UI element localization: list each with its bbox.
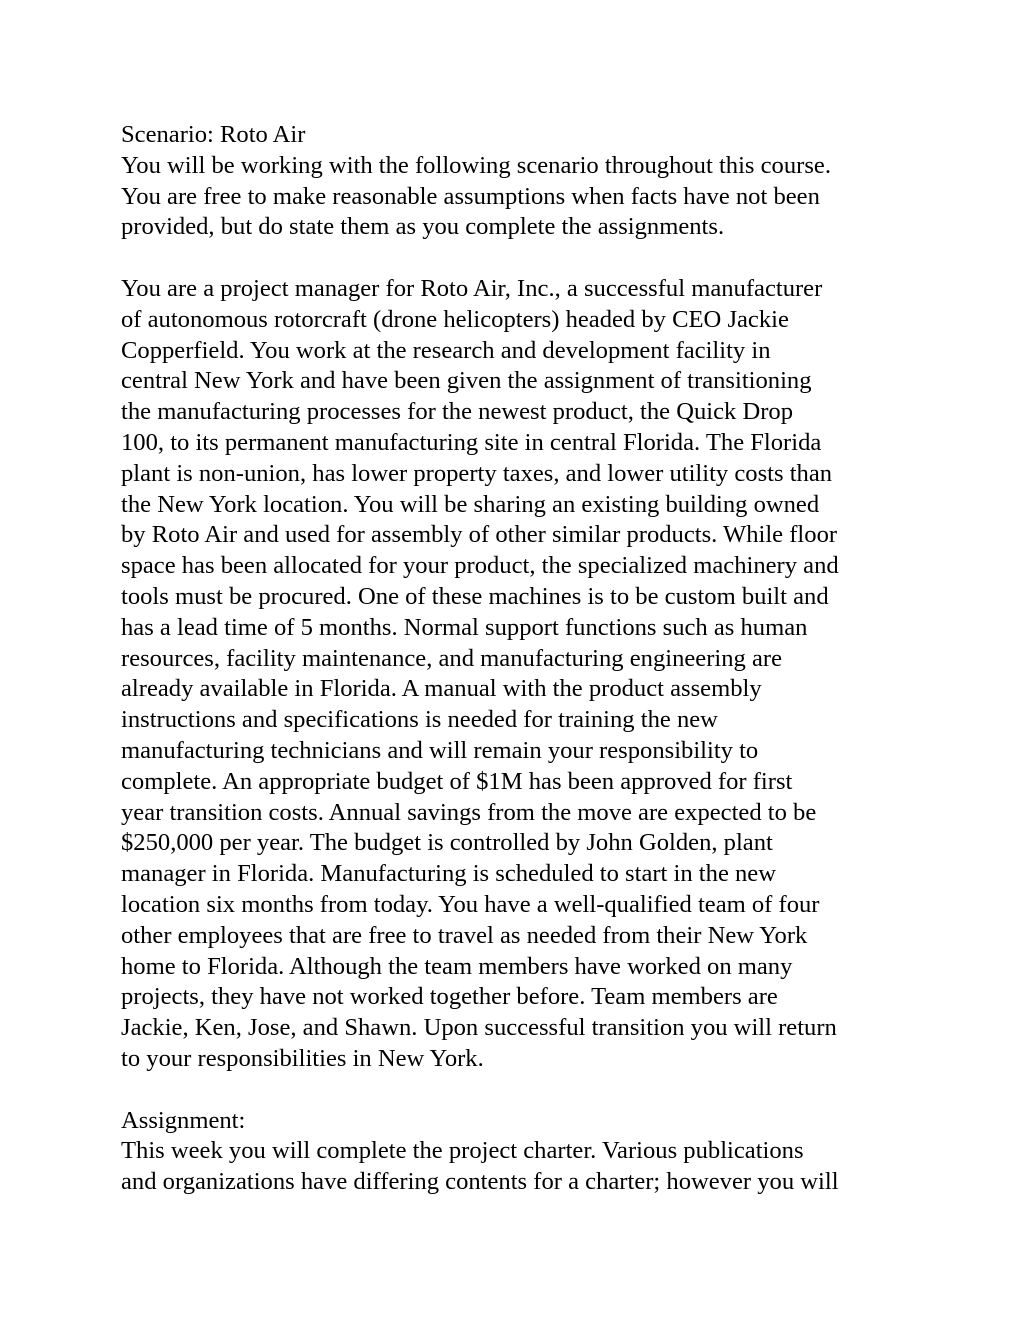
scenario-line: projects, they have not worked together before. Team members are bbox=[121, 983, 778, 1011]
scenario-line: resources, facility maintenance, and manufacturing engineering are bbox=[121, 644, 782, 672]
scenario-paragraph bbox=[121, 274, 921, 1075]
scenario-line: the New York location. You will be sharing an existing building owned bbox=[121, 490, 820, 518]
scenario-line: tools must be procured. One of these machines is to be custom built and bbox=[121, 582, 829, 610]
scenario-heading: Scenario: Roto Air bbox=[121, 121, 306, 148]
scenario-line: space has been allocated for your product, the specialized machinery and bbox=[121, 552, 839, 580]
scenario-line: to your responsibilities in New York. bbox=[121, 1044, 484, 1072]
intro-line: You are free to make reasonable assumptions when facts have not been bbox=[121, 182, 820, 210]
intro-paragraph bbox=[121, 151, 921, 243]
assignment-line: and organizations have differing contents for a charter; however you will bbox=[121, 1168, 839, 1196]
scenario-line: already available in Florida. A manual with the product assembly bbox=[121, 675, 762, 703]
scenario-line: complete. An appropriate budget of $1M has been approved for first bbox=[121, 767, 793, 795]
scenario-line: home to Florida. Although the team members have worked on many bbox=[121, 952, 793, 980]
scenario-line: manager in Florida. Manufacturing is scheduled to start in the new bbox=[121, 860, 776, 888]
scenario-line: central New York and have been given the assignment of transitioning bbox=[121, 367, 812, 395]
intro-line: You will be working with the following scenario throughout this course. bbox=[121, 151, 831, 179]
assignment-paragraph bbox=[121, 1136, 921, 1198]
scenario-line: other employees that are free to travel as needed from their New York bbox=[121, 921, 808, 949]
paragraph-gap bbox=[121, 1075, 921, 1106]
intro-line: provided, but do state them as you complete the assignments. bbox=[121, 213, 725, 241]
assignment-line: This week you will complete the project charter. Various publications bbox=[121, 1137, 804, 1165]
scenario-line: manufacturing technicians and will remain your responsibility to bbox=[121, 736, 759, 764]
assignment-heading: Assignment: bbox=[121, 1106, 246, 1134]
scenario-line: $250,000 per year. The budget is controlled by John Golden, plant bbox=[121, 829, 773, 857]
scenario-line: by Roto Air and used for assembly of other similar products. While floor bbox=[121, 521, 838, 549]
paragraph-gap bbox=[121, 243, 921, 274]
scenario-line: instructions and specifications is needed for training the new bbox=[121, 706, 718, 734]
scenario-line: Jackie, Ken, Jose, and Shawn. Upon successful transition you will return bbox=[121, 1014, 837, 1042]
scenario-line: 100, to its permanent manufacturing site in central Florida. The Florida bbox=[121, 428, 822, 456]
scenario-line: of autonomous rotorcraft (drone helicopters) headed by CEO Jackie bbox=[121, 305, 789, 333]
scenario-line: location six months from today. You have a well-qualified team of four bbox=[121, 890, 820, 918]
scenario-line: You are a project manager for Roto Air, Inc., a successful manufacturer bbox=[121, 274, 823, 302]
scenario-line: the manufacturing processes for the newest product, the Quick Drop bbox=[121, 398, 794, 426]
document-page bbox=[121, 120, 921, 1198]
scenario-line: Copperfield. You work at the research and development facility in bbox=[121, 336, 771, 364]
scenario-line: year transition costs. Annual savings from the move are expected to be bbox=[121, 798, 817, 826]
scenario-line: has a lead time of 5 months. Normal support functions such as human bbox=[121, 613, 808, 641]
scenario-line: plant is non-union, has lower property taxes, and lower utility costs than bbox=[121, 459, 833, 487]
